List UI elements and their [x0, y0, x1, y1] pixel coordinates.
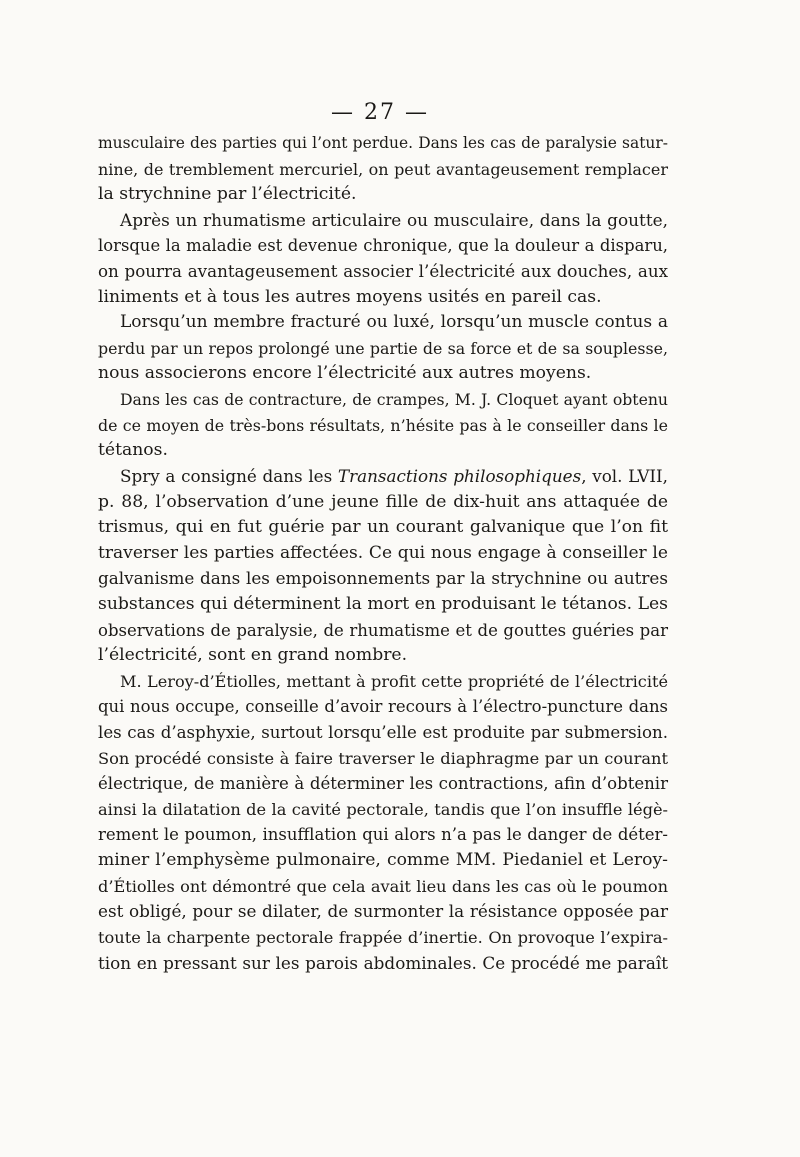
- paragraph-start-line: [98, 464, 668, 490]
- text-line: musculaire des parties qui l’ont perdue. Dans les cas de paralysie satur-: [98, 134, 668, 152]
- page-number: — 27 —: [331, 100, 429, 125]
- text-line: miner l’emphysème pulmonaire, comme MM. Piedaniel et Leroy-: [98, 850, 668, 871]
- text-line: tétanos.: [98, 440, 168, 461]
- text-segment: Spry a consigné dans les: [120, 465, 338, 486]
- text-line: tion en pressant sur les parois abdominales. Ce procédé me paraît: [98, 952, 668, 973]
- text-line: ainsi la dilatation de la cavité pectorale, tandis que l’on insuffle légè-: [98, 799, 668, 819]
- paragraph-start-line: M. Leroy-d’Étiolles, mettant à profit cette propriété de l’électricité: [120, 671, 668, 691]
- text-line: perdu par un repos prolongé une partie de sa force et de sa souplesse,: [98, 338, 668, 358]
- text-line: on pourra avantageusement associer l’électricité aux douches, aux: [98, 261, 668, 282]
- text-line: de ce moyen de très-bons résultats, n’hésite pas à le conseiller dans le: [98, 415, 668, 435]
- body-text: [98, 131, 668, 976]
- paragraph-start-line: Après un rhumatisme articulaire ou musculaire, dans la goutte,: [120, 209, 668, 230]
- journal-title: Transactions philosophiques: [337, 465, 582, 486]
- text-line: Son procédé consiste à faire traverser le diaphragme par un courant: [98, 748, 668, 768]
- text-line: lorsque la maladie est devenue chronique, que la douleur a disparu,: [98, 236, 668, 256]
- text-line: observations de paralysie, de rhumatisme et de gouttes guéries par: [98, 620, 668, 640]
- text-line: traverser les parties affectées. Ce qui nous engage à conseiller le: [98, 542, 668, 563]
- paragraph-start-line: Lorsqu’un membre fracturé ou luxé, lorsqu’un muscle contus a: [120, 312, 668, 333]
- text-line: la strychnine par l’électricité.: [98, 184, 357, 205]
- text-segment: , vol. LVII,: [581, 465, 669, 486]
- text-line: rement le poumon, insufflation qui alors n’a pas le danger de déter-: [98, 825, 668, 845]
- text-line: qui nous occupe, conseille d’avoir recours à l’électro-puncture dans: [98, 697, 668, 717]
- paragraph-start-line: Dans les cas de contracture, de crampes, M. J. Cloquet ayant obtenu: [120, 390, 668, 410]
- text-line: d’Étiolles ont démontré que cela avait lieu dans les cas où le poumon: [98, 876, 668, 896]
- text-line: nine, de tremblement mercuriel, on peut avantageusement remplacer: [98, 159, 668, 179]
- text-line: trismus, qui en fut guérie par un courant galvanique que l’on fit: [98, 517, 668, 538]
- text-line: nous associerons encore l’électricité aux autres moyens.: [98, 363, 592, 384]
- text-line: électrique, de manière à déterminer les contractions, afin d’obtenir: [98, 774, 668, 794]
- text-line: galvanisme dans les empoisonnements par la strychnine ou autres: [98, 568, 668, 589]
- text-line: liniments et à tous les autres moyens usités en pareil cas.: [98, 286, 602, 307]
- text-line: toute la charpente pectorale frappée d’inertie. On provoque l’expira-: [98, 927, 668, 947]
- text-line: les cas d’asphyxie, surtout lorsqu’elle est produite par submersion.: [98, 723, 668, 743]
- text-line: p. 88, l’observation d’une jeune fille de dix-huit ans attaquée de: [98, 491, 668, 512]
- text-line: substances qui déterminent la mort en produisant le tétanos. Les: [98, 593, 668, 614]
- text-line: est obligé, pour se dilater, de surmonter la résistance opposée par: [98, 901, 668, 922]
- text-line: l’électricité, sont en grand nombre.: [98, 645, 408, 666]
